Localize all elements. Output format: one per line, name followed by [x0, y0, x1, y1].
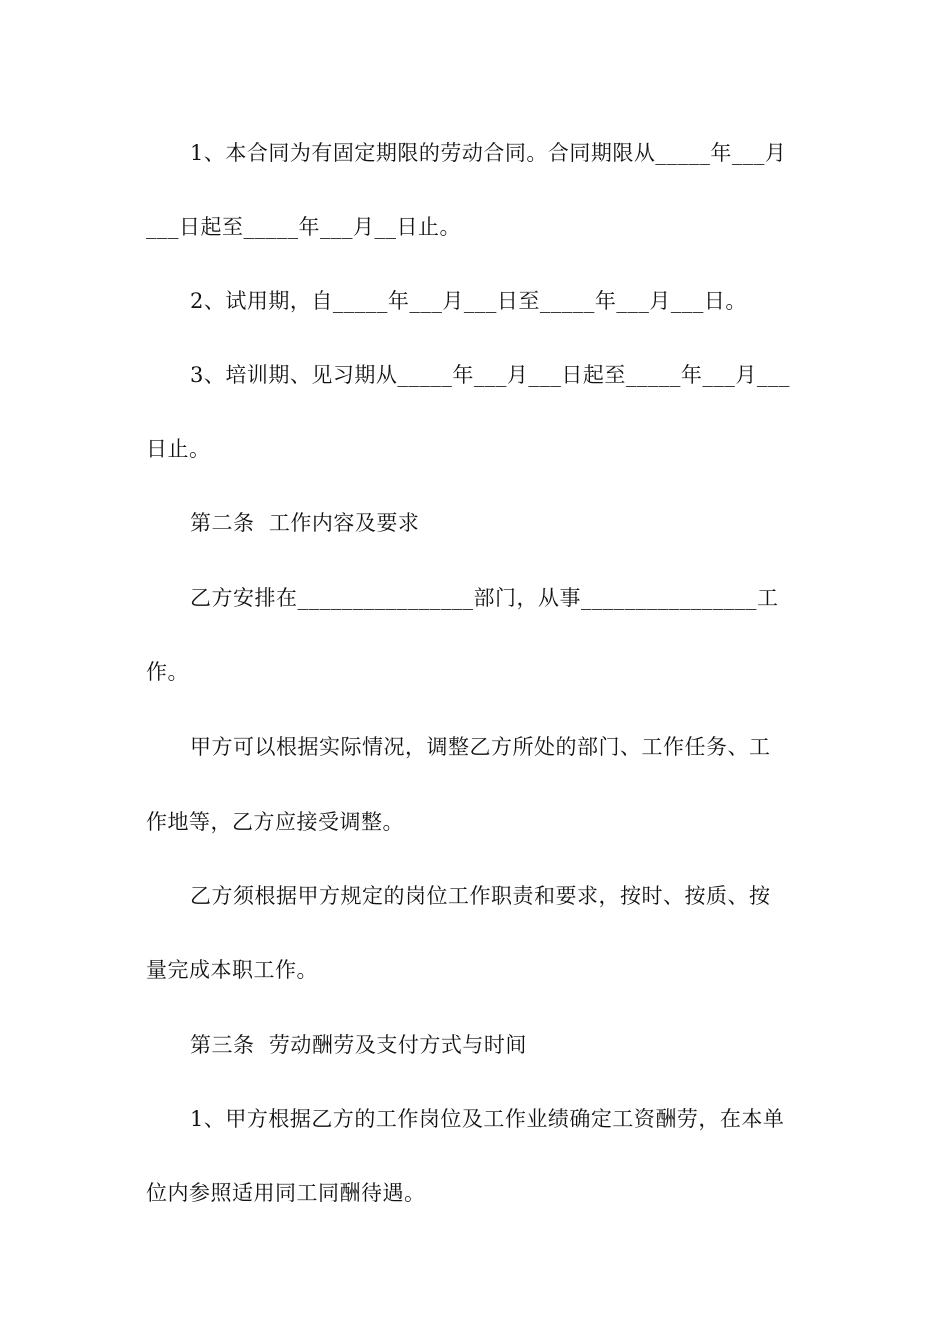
article-2-para-2-line-1: 甲方可以根据实际情况，调整乙方所处的部门、工作任务、工 [190, 735, 771, 759]
article-2-para-1-line-2: 作。 [146, 660, 189, 684]
article-2-para-3-line-2: 量完成本职工作。 [146, 958, 318, 982]
clause-1-line-2: ___日起至_____年___月__日止。 [146, 215, 461, 239]
clause-1-line-1: 1、本合同为有固定期限的劳动合同。合同期限从_____年___月 [190, 141, 787, 165]
clause-2-line-1: 2、试用期，自_____年___月___日至_____年___月___日。 [190, 289, 747, 313]
article-3-heading: 第三条 劳动酬劳及支付方式与时间 [190, 1033, 527, 1057]
article-2-para-2-line-2: 作地等，乙方应接受调整。 [146, 810, 404, 834]
article-3-clause-1-line-2: 位内参照适用同工同酬待遇。 [146, 1181, 426, 1205]
article-2-heading: 第二条 工作内容及要求 [190, 511, 420, 535]
clause-3-line-1: 3、培训期、见习期从_____年___月___日起至_____年___月___ [190, 363, 790, 387]
clause-3-line-2: 日止。 [146, 437, 211, 461]
article-2-para-1-line-1: 乙方安排在________________部门，从事________________工 [190, 586, 779, 610]
article-3-clause-1-line-1: 1、甲方根据乙方的工作岗位及工作业绩确定工资酬劳，在本单 [190, 1107, 785, 1131]
article-2-para-3-line-1: 乙方须根据甲方规定的岗位工作职责和要求，按时、按质、按 [190, 884, 771, 908]
